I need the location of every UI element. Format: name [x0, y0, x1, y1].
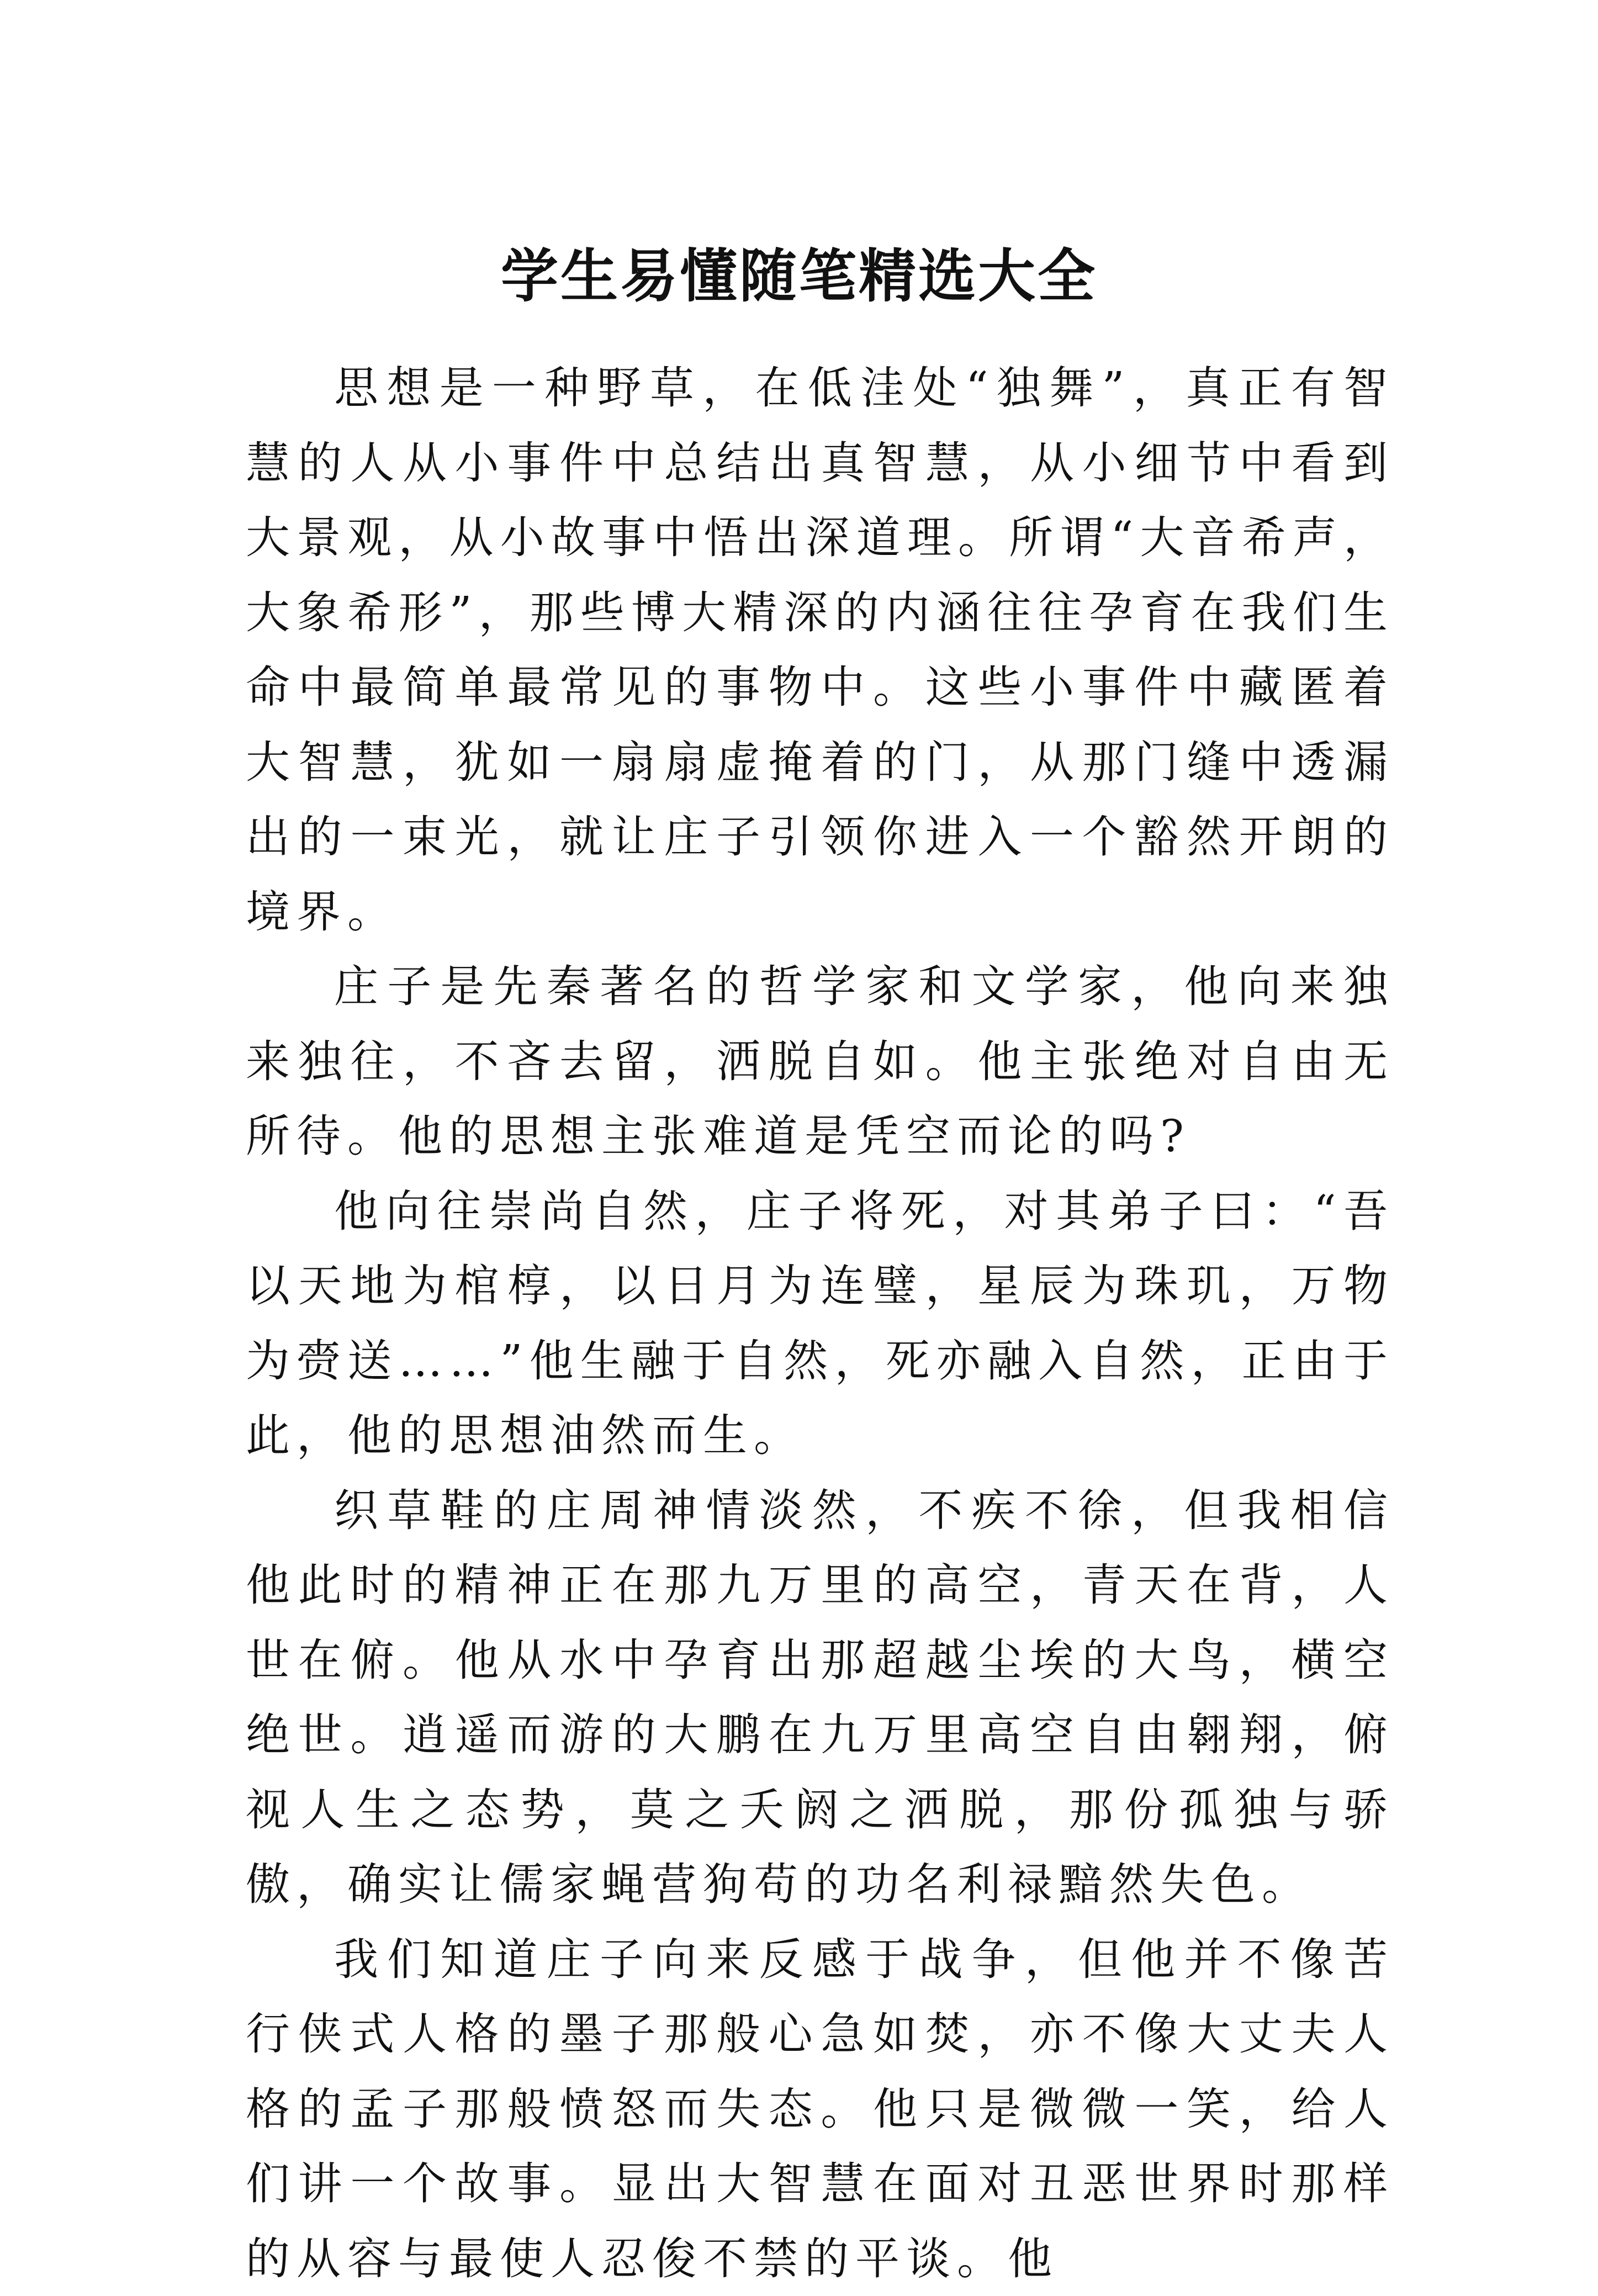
document-body	[246, 351, 1394, 2296]
paragraph: 织草鞋的庄周神情淡然，不疾不徐，但我相信他此时的精神正在那九万里的高空，青天在背，人世在俯。他从水中孕育出那超越尘埃的大鸟，横空绝世。逍遥而游的大鹏在九万里高空自由翱翔，俯视人生之态势，莫之夭阏之洒脱，那份孤独与骄傲，确实让儒家蝇营狗苟的功名利禄黯然失色。	[246, 1473, 1394, 1922]
paragraph: 他向往崇尚自然，庄子将死，对其弟子曰：“吾以天地为棺椁，以日月为连璧，星辰为珠玑，万物为赍送……”他生融于自然，死亦融入自然，正由于此，他的思想油然而生。	[246, 1174, 1394, 1473]
paragraph: 庄子是先秦著名的哲学家和文学家，他向来独来独往，不吝去留，洒脱自如。他主张绝对自由无所待。他的思想主张难道是凭空而论的吗?	[246, 949, 1394, 1174]
document-title: 学生易懂随笔精选大全	[0, 235, 1598, 318]
paragraph: 思想是一种野草，在低洼处“独舞”，真正有智慧的人从小事件中总结出真智慧，从小细节中看到大景观，从小故事中悟出深道理。所谓“大音希声，大象希形”，那些博大精深的内涵往往孕育在我们生命中最简单最常见的事物中。这些小事件中藏匿着大智慧，犹如一扇扇虚掩着的门，从那门缝中透漏出的一束光，就让庄子引领你进入一个豁然开朗的境界。	[246, 351, 1394, 949]
paragraph: 我们知道庄子向来反感于战争，但他并不像苦行侠式人格的墨子那般心急如焚，亦不像大丈夫人格的孟子那般愤怒而失态。他只是微微一笑，给人们讲一个故事。显出大智慧在面对丑恶世界时那样的从容与最使人忍俊不禁的平谈。他	[246, 1922, 1394, 2296]
